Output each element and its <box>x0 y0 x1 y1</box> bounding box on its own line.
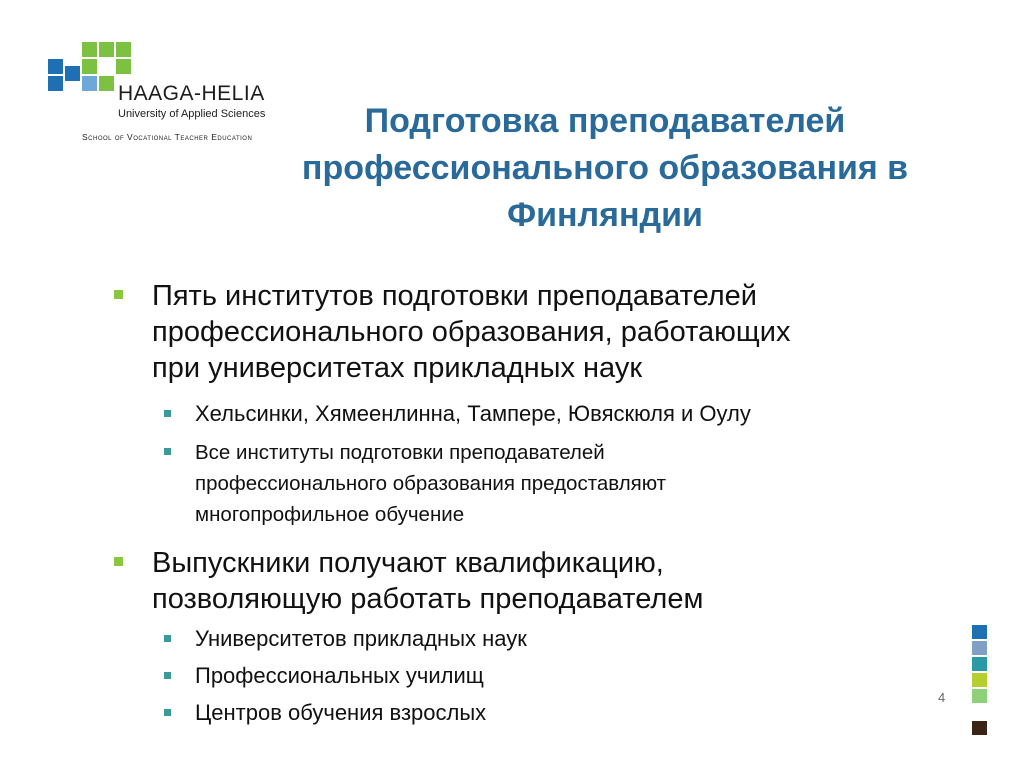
slide-title-line: профессионального образования в <box>301 149 909 187</box>
bullet-line: Пять институтов подготовки преподавателей <box>152 280 757 312</box>
bullet-text <box>152 278 960 386</box>
bullet-line: Выпускники получают квалификацию, <box>152 547 664 579</box>
bullet-line: профессионального образования, работающих <box>152 316 791 348</box>
slide-title-line: Финляндии <box>507 196 703 234</box>
sub-bullet-item <box>152 698 960 727</box>
page-number: 4 <box>938 690 946 705</box>
bullet-line: позволяющую работать преподавателем <box>152 583 704 615</box>
sub-bullet-text <box>195 437 960 530</box>
sub-bullet-item <box>152 661 960 690</box>
square-bullet-icon <box>114 557 123 566</box>
sub-bullet-text <box>195 698 960 727</box>
sub-bullet-item <box>152 399 960 428</box>
sub-bullet-line: Университетов прикладных наук <box>195 626 527 651</box>
sub-bullet-line: Профессиональных училищ <box>195 663 484 688</box>
square-bullet-icon <box>164 709 171 716</box>
bullet-text <box>152 545 960 617</box>
sub-bullet-item <box>152 624 960 653</box>
square-bullet-icon <box>164 635 171 642</box>
slide-body <box>110 278 960 727</box>
bullet-item <box>110 278 960 386</box>
bullet-line: при университетах прикладных наук <box>152 352 643 384</box>
bullet-item <box>110 545 960 617</box>
logo-subtitle: University of Applied Sciences <box>118 108 266 120</box>
slide-title <box>215 98 995 239</box>
sub-bullet-line: Центров обучения взрослых <box>195 700 487 725</box>
logo-school: School of Vocational Teacher Education <box>82 132 253 142</box>
sub-bullet-text <box>195 399 960 428</box>
slide-title-line: Подготовка преподавателей <box>364 102 846 140</box>
square-bullet-icon <box>164 410 171 417</box>
sub-bullet-line: многопрофильное обучение <box>195 503 465 526</box>
square-bullet-icon <box>114 290 123 299</box>
sub-bullet-text <box>195 661 960 690</box>
sub-bullet-line: Все институты подготовки преподавателей <box>195 441 605 464</box>
sub-bullet-item <box>152 437 960 530</box>
square-bullet-icon <box>164 672 171 679</box>
sub-bullet-line: профессионального образования предоставляют <box>195 472 667 495</box>
sub-bullet-line: Хельсинки, Хямеенлинна, Тампере, Ювяскюля и Оулу <box>195 401 751 426</box>
sub-bullet-text <box>195 624 960 653</box>
logo-name: HAAGA-HELIA <box>118 82 265 105</box>
decorative-squares-icon <box>972 625 987 737</box>
square-bullet-icon <box>164 448 171 455</box>
